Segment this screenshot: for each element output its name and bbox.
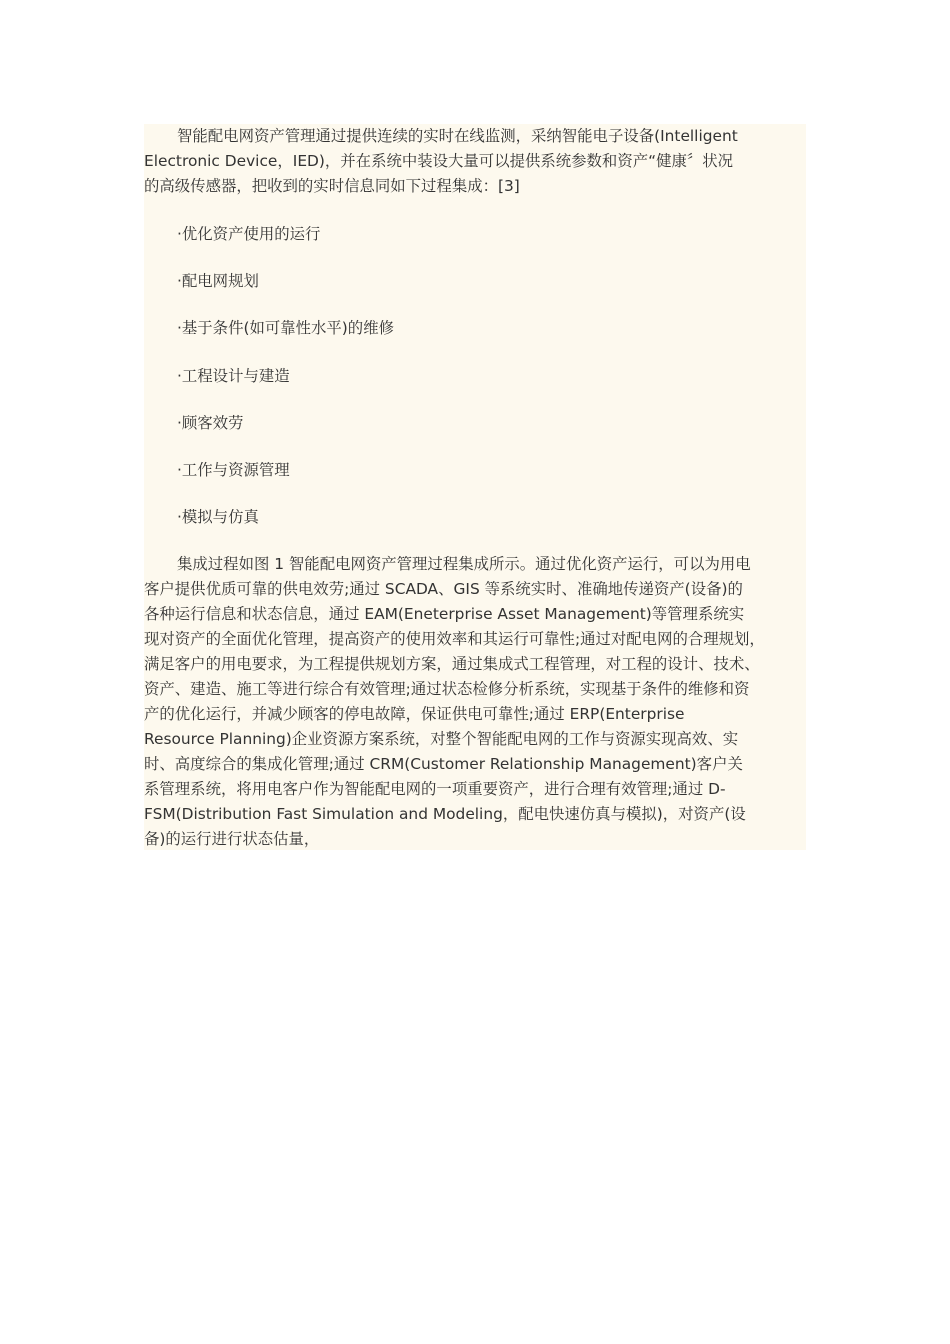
body-line: 集成过程如图 1 智能配电网资产管理过程集成所示。通过优化资产运行，可以为用电 <box>177 555 751 573</box>
article-content <box>144 124 806 850</box>
body-line: 产的优化运行，并减少顾客的停电故障，保证供电可靠性;通过 ERP(Enterprise <box>144 705 685 723</box>
bullet-item: ·配电网规划 <box>177 272 259 290</box>
intro-line: 智能配电网资产管理通过提供连续的实时在线监测，采纳智能电子设备(Intelligent <box>177 127 738 145</box>
bullet-item: ·顾客效劳 <box>177 414 244 432</box>
body-line: Resource Planning)企业资源方案系统，对整个智能配电网的工作与资源实现高效、实 <box>144 730 739 748</box>
intro-paragraph <box>144 124 806 199</box>
body-line: FSM(Distribution Fast Simulation and Modeling，配电快速仿真与模拟)，对资产(设 <box>144 805 746 823</box>
body-line: 资产、建造、施工等进行综合有效管理;通过状态检修分析系统，实现基于条件的维修和资 <box>144 680 750 698</box>
intro-line: Electronic Device，IED)，并在系统中装设大量可以提供系统参数和资产“健康〞状况 <box>144 152 734 170</box>
body-line: 备)的运行进行状态估量， <box>144 830 320 848</box>
bullet-item: ·工程设计与建造 <box>177 367 290 385</box>
intro-line: 的高级传感器，把收到的实时信息同如下过程集成：[3] <box>144 177 520 195</box>
body-line: 系管理系统，将用电客户作为智能配电网的一项重要资产，进行合理有效管理;通过 D- <box>144 780 726 798</box>
body-line: 时、高度综合的集成化管理;通过 CRM(Customer Relationship Management)客户关 <box>144 755 743 773</box>
body-line: 客户提供优质可靠的供电效劳;通过 SCADA、GIS 等系统实时、准确地传递资产(设备)的 <box>144 580 743 598</box>
body-line: 各种运行信息和状态信息，通过 EAM(Eneterprise Asset Management)等管理系统实 <box>144 605 745 623</box>
bullet-item: ·工作与资源管理 <box>177 461 290 479</box>
body-line: 现对资产的全面优化管理，提高资产的使用效率和其运行可靠性;通过对配电网的合理规划， <box>144 630 765 648</box>
bullet-item: ·模拟与仿真 <box>177 508 259 526</box>
bullet-item: ·基于条件(如可靠性水平)的维修 <box>177 319 394 337</box>
bullet-item: ·优化资产使用的运行 <box>177 225 321 243</box>
body-paragraph <box>144 552 806 852</box>
body-line: 满足客户的用电要求，为工程提供规划方案，通过集成式工程管理，对工程的设计、技术、 <box>144 655 760 673</box>
